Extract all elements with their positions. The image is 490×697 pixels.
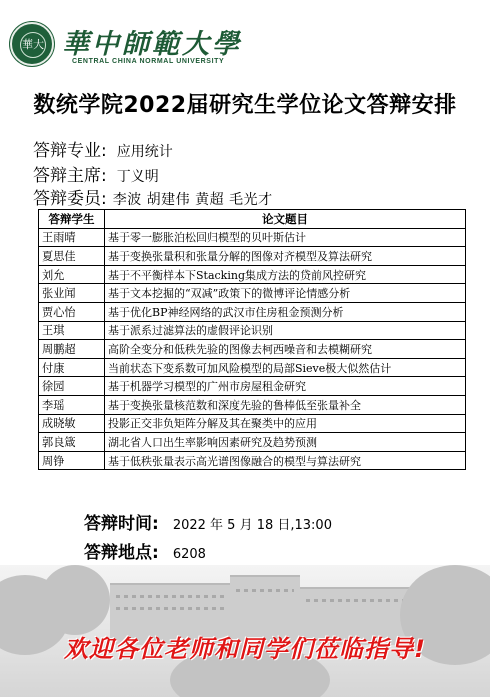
thesis-topic: 当前状态下变系数可加风险模型的局部Sieve极大似然估计 bbox=[105, 358, 466, 377]
university-name-cn: 華中師範大學 bbox=[62, 29, 242, 60]
thesis-topic: 基于低秩张量表示高光谱图像融合的模型与算法研究 bbox=[105, 451, 466, 470]
student-name: 王雨晴 bbox=[39, 228, 105, 247]
members-label: 答辩委员: bbox=[33, 189, 107, 209]
table-row bbox=[39, 321, 466, 340]
table-row bbox=[39, 358, 466, 377]
table-row bbox=[39, 247, 466, 266]
thesis-topic: 基于派系过滤算法的虚假评论识别 bbox=[105, 321, 466, 340]
welcome-banner: 欢迎各位老师和同学们莅临指导! bbox=[64, 635, 426, 663]
thesis-topic: 基于文本挖掘的“双减”政策下的微博评论情感分析 bbox=[105, 284, 466, 303]
table-row bbox=[39, 340, 466, 359]
student-name: 成晓敏 bbox=[39, 414, 105, 433]
table-header-row bbox=[39, 210, 466, 229]
student-name: 付康 bbox=[39, 358, 105, 377]
student-name: 夏思佳 bbox=[39, 247, 105, 266]
major-label: 答辩专业: bbox=[33, 141, 107, 161]
thesis-topic: 基于优化BP神经网络的武汉市住房租金预测分析 bbox=[105, 302, 466, 321]
tree-shape bbox=[40, 565, 110, 635]
table-row bbox=[39, 302, 466, 321]
info-major bbox=[33, 136, 173, 161]
page-title: 数统学院2022届研究生学位论文答辩安排 bbox=[33, 93, 457, 118]
header-student: 答辩学生 bbox=[39, 210, 105, 229]
logo-emblem: 華大 bbox=[20, 32, 46, 58]
info-chair bbox=[33, 161, 159, 186]
thesis-topic: 基于零一膨胀泊松回归模型的贝叶斯估计 bbox=[105, 228, 466, 247]
chair-label: 答辩主席: bbox=[33, 166, 107, 186]
defense-place bbox=[84, 538, 206, 563]
student-name: 王琪 bbox=[39, 321, 105, 340]
student-name: 周鹏超 bbox=[39, 340, 105, 359]
window-row bbox=[116, 595, 224, 598]
window-row bbox=[306, 599, 404, 602]
student-name: 周铮 bbox=[39, 451, 105, 470]
thesis-topic: 基于机器学习模型的广州市房屋租金研究 bbox=[105, 377, 466, 396]
thesis-topic: 基于不平衡样本下Stacking集成方法的贷前风控研究 bbox=[105, 265, 466, 284]
table-row bbox=[39, 265, 466, 284]
info-members bbox=[33, 184, 273, 209]
chair-value: 丁义明 bbox=[116, 169, 159, 185]
defense-table bbox=[38, 209, 466, 470]
student-name: 徐园 bbox=[39, 377, 105, 396]
major-value: 应用统计 bbox=[116, 144, 173, 160]
thesis-topic: 高阶全变分和低秩先验的图像去柯西噪音和去模糊研究 bbox=[105, 340, 466, 359]
window-row bbox=[116, 607, 224, 610]
table-row bbox=[39, 377, 466, 396]
thesis-topic: 湖北省人口出生率影响因素研究及趋势预测 bbox=[105, 433, 466, 452]
place-value: 6208 bbox=[172, 547, 206, 562]
table-row bbox=[39, 451, 466, 470]
header-topic: 论文题目 bbox=[105, 210, 466, 229]
thesis-topic: 投影正交非负矩阵分解及其在聚类中的应用 bbox=[105, 414, 466, 433]
student-name: 张业闻 bbox=[39, 284, 105, 303]
table-row bbox=[39, 433, 466, 452]
defense-time bbox=[84, 509, 332, 534]
table-row bbox=[39, 228, 466, 247]
student-name: 贾心怡 bbox=[39, 302, 105, 321]
student-name: 刘允 bbox=[39, 265, 105, 284]
thesis-topic: 基于变换张量积和张量分解的图像对齐模型及算法研究 bbox=[105, 247, 466, 266]
university-logo bbox=[10, 22, 54, 66]
student-name: 李瑶 bbox=[39, 395, 105, 414]
header bbox=[0, 0, 490, 80]
table-row bbox=[39, 284, 466, 303]
window-row bbox=[236, 589, 294, 592]
thesis-topic: 基于变换张量核范数和深度先验的鲁棒低至张量补全 bbox=[105, 395, 466, 414]
time-label: 答辩时间: bbox=[84, 514, 159, 534]
table-row bbox=[39, 414, 466, 433]
members-value: 李波 胡建伟 黄超 毛光才 bbox=[112, 192, 273, 208]
time-value: 2022 年 5 月 18 日,13:00 bbox=[172, 518, 332, 533]
table-row bbox=[39, 395, 466, 414]
student-name: 郭良箴 bbox=[39, 433, 105, 452]
place-label: 答辩地点: bbox=[84, 543, 159, 563]
university-name-en: CENTRAL CHINA NORMAL UNIVERSITY bbox=[72, 58, 225, 65]
